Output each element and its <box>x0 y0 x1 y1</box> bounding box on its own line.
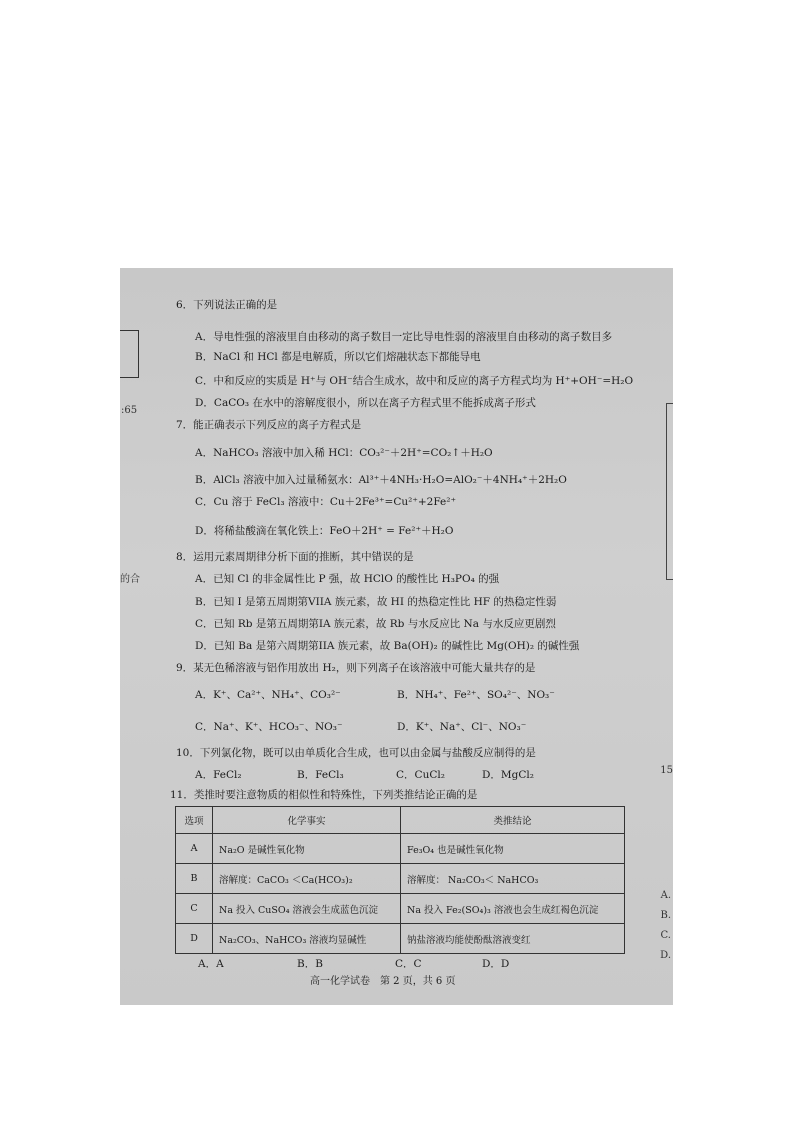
table-cell: Na 投入 CuSO₄ 溶液会生成蓝色沉淀 <box>213 894 401 924</box>
adjacent-page-box-right <box>666 403 673 580</box>
question-11-option-b: B．B <box>297 958 323 970</box>
question-6-option-a: A．导电性强的溶液里自由移动的离子数目一定比导电性弱的溶液里自由移动的离子数目多 <box>195 331 613 343</box>
question-7-option-d: D．将稀盐酸滴在氧化铁上：FeO＋2H⁺ = Fe²⁺＋H₂O <box>195 525 454 537</box>
question-11-stem: 11．类推时要注意物质的相似性和特殊性，下列类推结论正确的是 <box>170 789 478 801</box>
table-cell: D <box>176 924 213 954</box>
page-footer: 高一化学试卷 第 2 页，共 6 页 <box>310 976 456 987</box>
adjacent-page-text: :65 <box>121 405 138 416</box>
question-8-option-b: B．已知 I 是第五周期第VIIA 族元素，故 HI 的热稳定性比 HF 的热稳定性弱 <box>195 596 557 608</box>
question-8-option-c: C．已知 Rb 是第五周期第IA 族元素，故 Rb 与水反应比 Na 与水反应更剧烈 <box>195 618 556 630</box>
question-9-option-d: D．K⁺、Na⁺、Cl⁻、NO₃⁻ <box>397 721 527 733</box>
question-7-option-b: B．AlCl₃ 溶液中加入过量稀氨水：Al³⁺＋4NH₃·H₂O=AlO₂⁻＋4NH₄⁺＋2H₂O <box>195 474 567 486</box>
table-header-cell: 选项 <box>176 807 213 834</box>
table-header-cell: 类推结论 <box>401 807 625 834</box>
question-6-option-b: B．NaCl 和 HCl 都是电解质，所以它们熔融状态下都能导电 <box>195 351 481 363</box>
table-cell: 溶解度： Na₂CO₃＜ NaHCO₃ <box>401 864 625 894</box>
question-11-option-a: A．A <box>198 958 224 970</box>
question-9-option-a: A．K⁺、Ca²⁺、NH₄⁺、CO₃²⁻ <box>195 689 341 701</box>
table-cell: Na 投入 Fe₂(SO₄)₃ 溶液也会生成红褐色沉淀 <box>401 894 625 924</box>
table-row <box>176 834 625 864</box>
question-10-option-c: C．CuCl₂ <box>396 769 445 781</box>
question-6-option-d: D．CaCO₃ 在水中的溶解度很小，所以在离子方程式里不能拆成离子形式 <box>195 397 536 409</box>
adjacent-page-text: B. <box>660 910 671 921</box>
adjacent-page-text: C. <box>660 930 671 941</box>
question-10-option-a: A．FeCl₂ <box>195 769 242 781</box>
table-cell: Fe₃O₄ 也是碱性氧化物 <box>401 834 625 864</box>
question-10-option-b: B．FeCl₃ <box>297 769 344 781</box>
scanned-page-photo <box>120 268 673 1005</box>
adjacent-page-box-left <box>120 330 139 378</box>
question-8-option-d: D．已知 Ba 是第六周期第IIA 族元素，故 Ba(OH)₂ 的碱性比 Mg(OH)₂ 的碱性强 <box>195 640 580 652</box>
table-row <box>176 894 625 924</box>
analogy-table <box>175 806 625 954</box>
table-cell: C <box>176 894 213 924</box>
question-11-option-d: D．D <box>482 958 510 970</box>
question-7-stem: 7．能正确表示下列反应的离子方程式是 <box>176 419 362 431</box>
adjacent-page-text: 15 <box>660 765 673 776</box>
question-9-stem: 9．某无色稀溶液与铝作用放出 H₂，则下列离子在该溶液中可能大量共存的是 <box>176 662 536 674</box>
table-row <box>176 864 625 894</box>
table-cell: A <box>176 834 213 864</box>
adjacent-page-text: 的合 <box>120 574 140 585</box>
adjacent-page-text: A. <box>660 890 671 901</box>
table-cell: Na₂O 是碱性氧化物 <box>213 834 401 864</box>
question-10-stem: 10．下列氯化物，既可以由单质化合生成，也可以由金属与盐酸反应制得的是 <box>176 747 536 759</box>
question-9-option-c: C．Na⁺、K⁺、HCO₃⁻、NO₃⁻ <box>195 721 343 733</box>
question-6-stem: 6．下列说法正确的是 <box>176 299 278 311</box>
table-header-cell: 化学事实 <box>213 807 401 834</box>
question-7-option-c: C．Cu 溶于 FeCl₃ 溶液中：Cu＋2Fe³⁺=Cu²⁺+2Fe²⁺ <box>195 496 457 508</box>
question-8-option-a: A．已知 Cl 的非金属性比 P 强，故 HClO 的酸性比 H₃PO₄ 的强 <box>195 573 500 585</box>
table-header-row <box>176 807 625 834</box>
question-9-option-b: B．NH₄⁺、Fe²⁺、SO₄²⁻、NO₃⁻ <box>397 689 555 701</box>
table-cell: Na₂CO₃、NaHCO₃ 溶液均显碱性 <box>213 924 401 954</box>
question-6-option-c: C．中和反应的实质是 H⁺与 OH⁻结合生成水，故中和反应的离子方程式均为 H⁺+OH⁻=H₂O <box>195 375 634 387</box>
table-cell: B <box>176 864 213 894</box>
question-10-option-d: D．MgCl₂ <box>482 769 534 781</box>
question-8-stem: 8．运用元素周期律分析下面的推断，其中错误的是 <box>176 551 414 563</box>
question-7-option-a: A．NaHCO₃ 溶液中加入稀 HCl：CO₃²⁻＋2H⁺=CO₂↑＋H₂O <box>195 447 493 459</box>
table-cell: 钠盐溶液均能使酚酞溶液变红 <box>401 924 625 954</box>
question-11-option-c: C．C <box>395 958 422 970</box>
table-row <box>176 924 625 954</box>
table-cell: 溶解度：CaCO₃ ＜Ca(HCO₃)₂ <box>213 864 401 894</box>
adjacent-page-text: D. <box>660 950 671 961</box>
